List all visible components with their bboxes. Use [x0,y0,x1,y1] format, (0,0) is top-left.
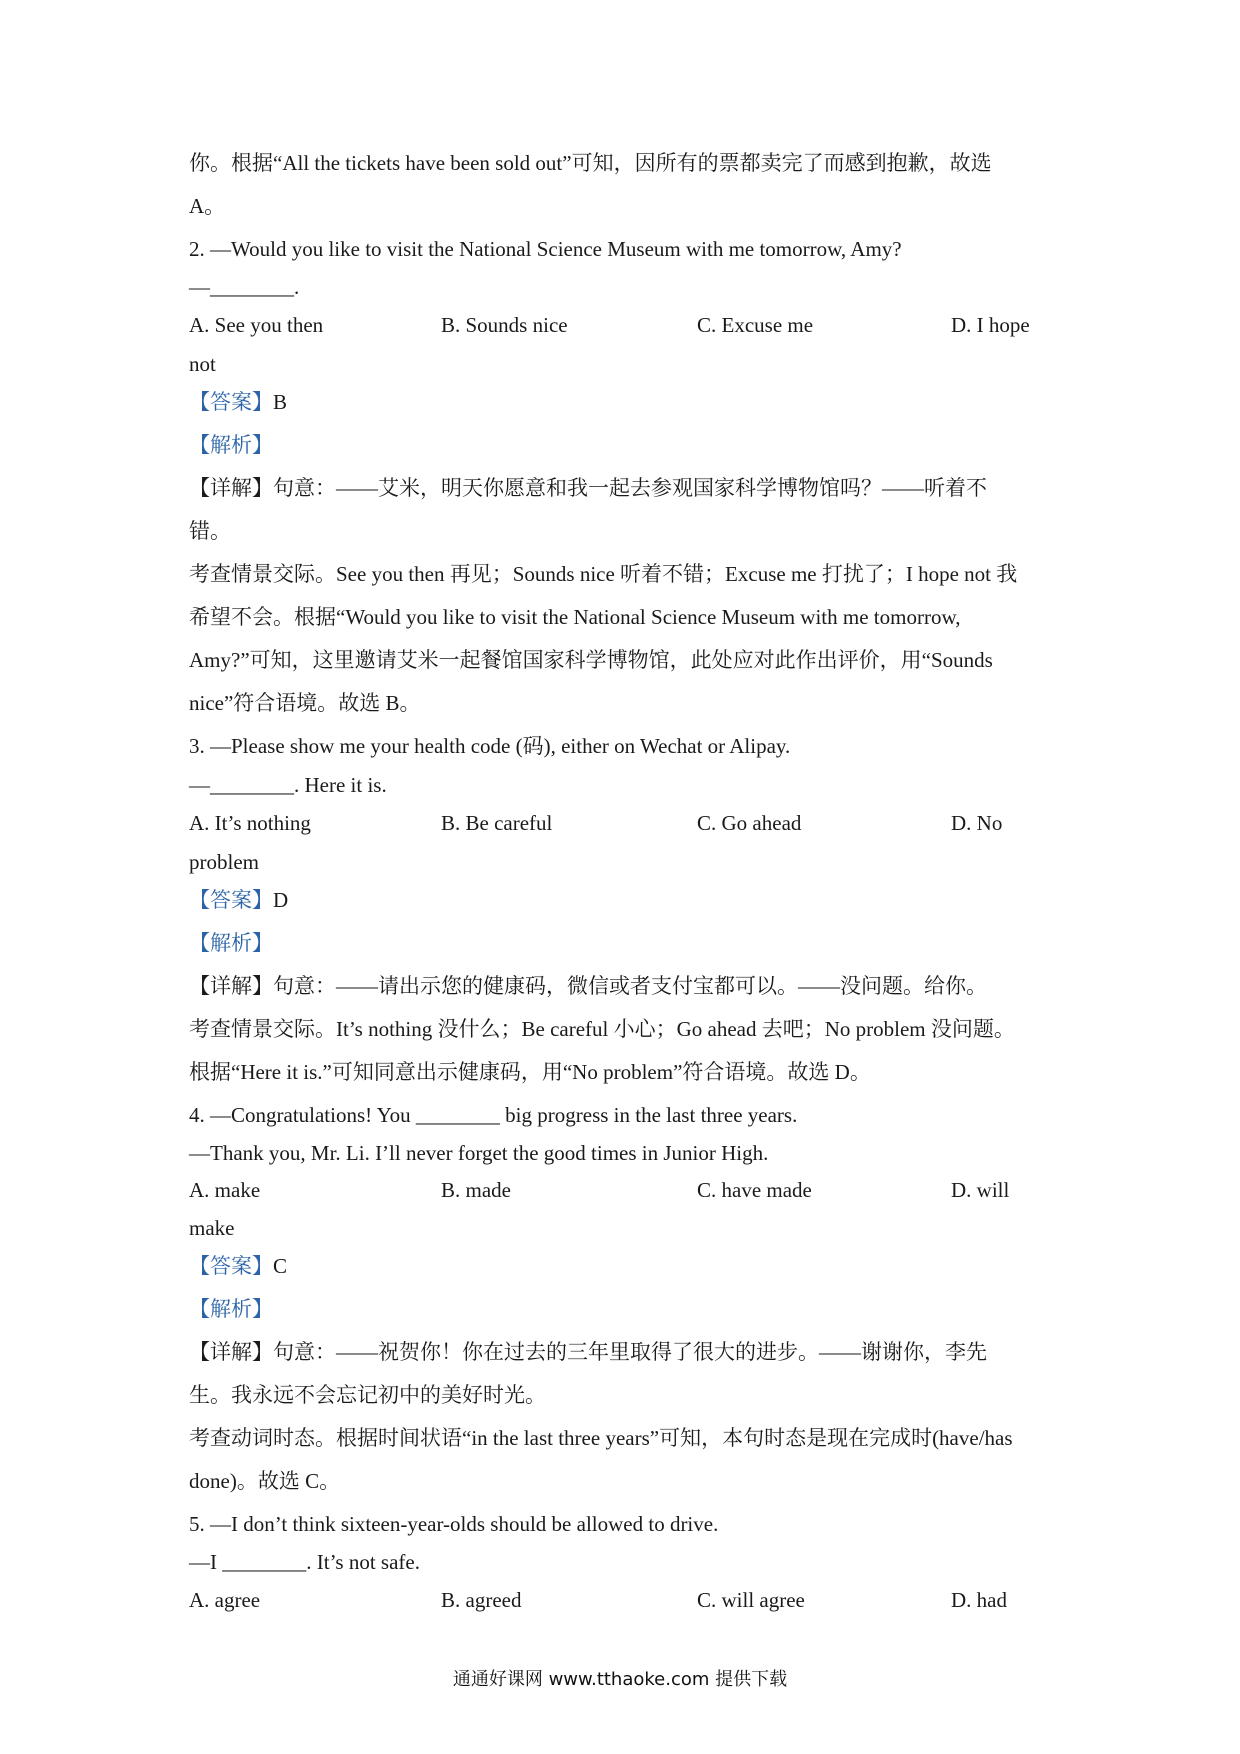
q3-option-c: C. Go ahead [697,811,802,835]
q4-option-c: C. have made [697,1178,812,1202]
q3-option-d: D. No [951,811,1003,835]
q2-detail: 希望不会。根据“Would you like to visit the National Science Museum with me tomorrow, [189,605,961,629]
answer-value: C [273,1254,288,1278]
q4-option-d-wrap: make [189,1216,235,1240]
q4-option-a: A. make [189,1178,261,1202]
page-footer: 通通好课网 www.tthaoke.com 提供下载 [452,1669,788,1690]
q3-analysis-tag: 【解析】 [189,931,273,955]
q4-detail: 考查动词时态。根据时间状语“in the last three years”可知，本句时态是现在完成时(have/has [189,1426,1013,1450]
q2-option-a: A. See you then [189,313,324,337]
answer-value: B [273,390,288,414]
q3-answer [189,885,288,915]
q2-detail: 考查情景交际。See you then 再见；Sounds nice 听着不错；Excuse me 打扰了；I hope not 我 [189,562,1018,586]
q1-explanation-line: A。 [189,194,226,218]
q3-reply: —________. Here it is. [189,773,387,797]
answer-value: D [273,888,289,912]
q3-detail: 考查情景交际。It’s nothing 没什么；Be careful 小心；Go ahead 去吧；No problem 没问题。 [189,1017,1015,1041]
q4-option-d: D. will [951,1178,1010,1202]
q2-answer [189,387,287,417]
q5-option-d: D. had [951,1588,1007,1612]
q2-stem: 2. —Would you like to visit the National Science Museum with me tomorrow, Amy? [189,237,902,261]
q2-reply: —________. [189,275,300,299]
q5-option-a: A. agree [189,1588,261,1612]
q3-option-a: A. It’s nothing [189,811,311,835]
q3-option-d-wrap: problem [189,850,259,874]
q4-reply: —Thank you, Mr. Li. I’ll never forget the good times in Junior High. [189,1141,769,1165]
q5-option-c: C. will agree [697,1588,805,1612]
q2-detail: Amy?”可知，这里邀请艾米一起餐馆国家科学博物馆，此处应对此作出评价，用“Sounds [189,648,993,672]
answer-tag: 【答案】 [189,1254,273,1278]
q2-option-d-wrap: not [189,352,216,376]
q4-detail: 生。我永远不会忘记初中的美好时光。 [189,1383,546,1407]
q2-option-b: B. Sounds nice [441,313,568,337]
q5-stem: 5. —I don’t think sixteen-year-olds should be allowed to drive. [189,1512,719,1536]
q4-analysis-tag: 【解析】 [189,1297,273,1321]
q4-answer [189,1251,287,1281]
q5-option-b: B. agreed [441,1588,522,1612]
q2-detail: 【详解】句意：——艾米，明天你愿意和我一起去参观国家科学博物馆吗？——听着不 [189,476,987,500]
q2-option-c: C. Excuse me [697,313,814,337]
q3-detail: 根据“Here it is.”可知同意出示健康码，用“No problem”符合语境。故选 D。 [189,1060,871,1084]
q3-stem: 3. —Please show me your health code (码), either on Wechat or Alipay. [189,734,791,758]
q4-option-b: B. made [441,1178,511,1202]
q3-option-b: B. Be careful [441,811,553,835]
answer-tag: 【答案】 [189,888,273,912]
q4-detail: done)。故选 C。 [189,1469,341,1493]
q1-explanation-line: 你。根据“All the tickets have been sold out”可知，因所有的票都卖完了而感到抱歉，故选 [189,151,992,175]
q2-analysis-tag: 【解析】 [189,433,273,457]
q2-detail: nice”符合语境。故选 B。 [189,691,421,715]
q3-detail: 【详解】句意：——请出示您的健康码，微信或者支付宝都可以。——没问题。给你。 [189,974,987,998]
q4-detail: 【详解】句意：——祝贺你！你在过去的三年里取得了很大的进步。——谢谢你，李先 [189,1340,987,1364]
answer-tag: 【答案】 [189,390,273,414]
q5-reply: —I ________. It’s not safe. [189,1550,420,1574]
q4-stem: 4. —Congratulations! You ________ big progress in the last three years. [189,1103,798,1127]
q2-detail: 错。 [189,519,231,543]
q2-option-d: D. I hope [951,313,1030,337]
